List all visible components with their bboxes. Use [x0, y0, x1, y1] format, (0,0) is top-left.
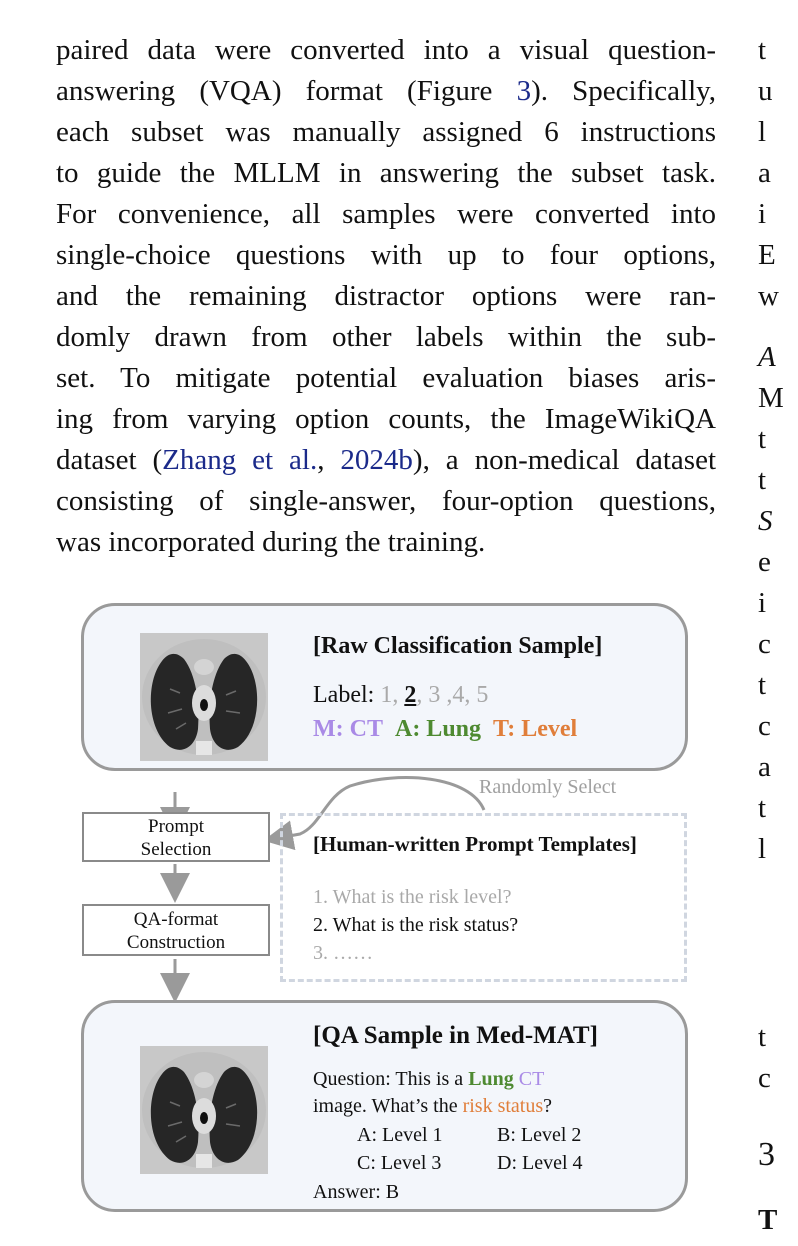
randomly-select-label: Randomly Select	[479, 776, 617, 798]
paragraph-line: single-choice questions with up to four options,	[56, 239, 716, 271]
label-prefix: Label:	[313, 682, 381, 708]
template-item-selected: 2. What is the risk status?	[313, 914, 519, 936]
raw-sample-title: [Raw Classification Sample]	[313, 633, 603, 659]
paragraph-text: ), a non-medical dataset	[412, 444, 716, 476]
templates-title: [Human-written Prompt Templates]	[313, 832, 637, 856]
paragraph-line: each subset was manually assigned 6 instructions	[56, 116, 716, 148]
anatomy-word: Lung	[468, 1068, 514, 1090]
answer-line: Answer: B	[313, 1181, 400, 1203]
option-c: C: Level 3	[357, 1152, 442, 1174]
right-column-char: l	[758, 116, 767, 148]
qa-construction-box	[82, 904, 270, 956]
right-column-char: a	[758, 751, 771, 783]
option-b: B: Level 2	[497, 1124, 582, 1146]
right-column-char: t	[758, 1021, 767, 1053]
task-word: risk status	[462, 1095, 544, 1117]
right-column-char: c	[758, 710, 771, 742]
citation-year-link[interactable]: 2024b	[340, 444, 413, 476]
right-column-char: e	[758, 546, 771, 578]
option-a: A: Level 1	[357, 1124, 443, 1146]
right-column-char: S	[758, 505, 773, 537]
question-text: Question: This is a	[313, 1068, 469, 1090]
right-column-char: i	[758, 198, 767, 230]
label-option: 1,	[380, 682, 405, 708]
paragraph-line: set. To mitigate potential evaluation biases aris-	[56, 362, 716, 394]
paragraph-line: consisting of single-answer, four-option questions,	[56, 485, 716, 517]
paragraph-text: answering (VQA) format (Figure	[56, 75, 517, 107]
right-column-char: a	[758, 157, 771, 189]
right-column-char: 3	[758, 1136, 775, 1173]
right-column-char: t	[758, 669, 767, 701]
option-d: D: Level 4	[497, 1152, 583, 1174]
modality-word: CT	[518, 1068, 545, 1090]
paragraph-text: ,	[317, 444, 341, 476]
task-tag: T: Level	[493, 716, 578, 742]
paragraph-text: ). Specifically,	[531, 75, 716, 107]
label-option: , 3 ,4, 5	[416, 682, 489, 708]
right-column-char: E	[758, 239, 776, 271]
paragraph-line: For convenience, all samples were converted into	[56, 198, 716, 230]
paragraph-text: dataset (	[56, 444, 163, 476]
paragraph-line: domly drawn from other labels within the sub-	[56, 321, 716, 353]
paragraph-line: and the remaining distractor options were ran-	[56, 280, 716, 312]
right-column-char: w	[758, 280, 779, 312]
prompt-selection-box	[82, 812, 270, 862]
lung-ct-image	[140, 1046, 268, 1174]
right-column-char: A	[758, 341, 776, 373]
label-selected: 2	[404, 682, 417, 708]
qa-construction-line: QA-format	[133, 909, 219, 930]
paragraph-line: ing from varying option counts, the ImageWikiQA	[56, 403, 716, 435]
qa-construction-line: Construction	[126, 932, 226, 953]
modality-tag: M: CT	[313, 716, 383, 742]
right-column-char: t	[758, 464, 767, 496]
anatomy-tag: A: Lung	[394, 716, 482, 742]
prompt-selection-line: Selection	[140, 839, 212, 860]
question-text: ?	[543, 1095, 553, 1117]
paragraph-line: paired data were converted into a visual question-	[56, 34, 716, 66]
right-column-char: T	[758, 1204, 778, 1236]
qa-sample-title: [QA Sample in Med-MAT]	[313, 1022, 598, 1049]
right-column-char: t	[758, 792, 767, 824]
paragraph-line: to guide the MLLM in answering the subset task.	[56, 157, 716, 189]
right-column-char: c	[758, 628, 771, 660]
figure-link[interactable]: 3	[516, 75, 532, 107]
right-column-char: t	[758, 423, 767, 455]
template-item: 1. What is the risk level?	[313, 886, 512, 908]
right-column-char: M	[758, 382, 784, 414]
question-text: image. What’s the	[313, 1095, 463, 1117]
right-column-char: i	[758, 587, 767, 619]
paragraph-line: was incorporated during the training.	[56, 526, 486, 558]
citation-author-link[interactable]: Zhang et al.	[162, 444, 318, 476]
template-item: 3. ……	[313, 942, 373, 964]
right-column-char: l	[758, 833, 767, 865]
prompt-selection-line: Prompt	[148, 816, 204, 837]
question-line	[313, 1068, 544, 1091]
right-column-char: t	[758, 34, 767, 66]
question-line	[313, 1095, 552, 1118]
right-column-char: c	[758, 1062, 771, 1094]
right-column-char: u	[758, 75, 773, 107]
